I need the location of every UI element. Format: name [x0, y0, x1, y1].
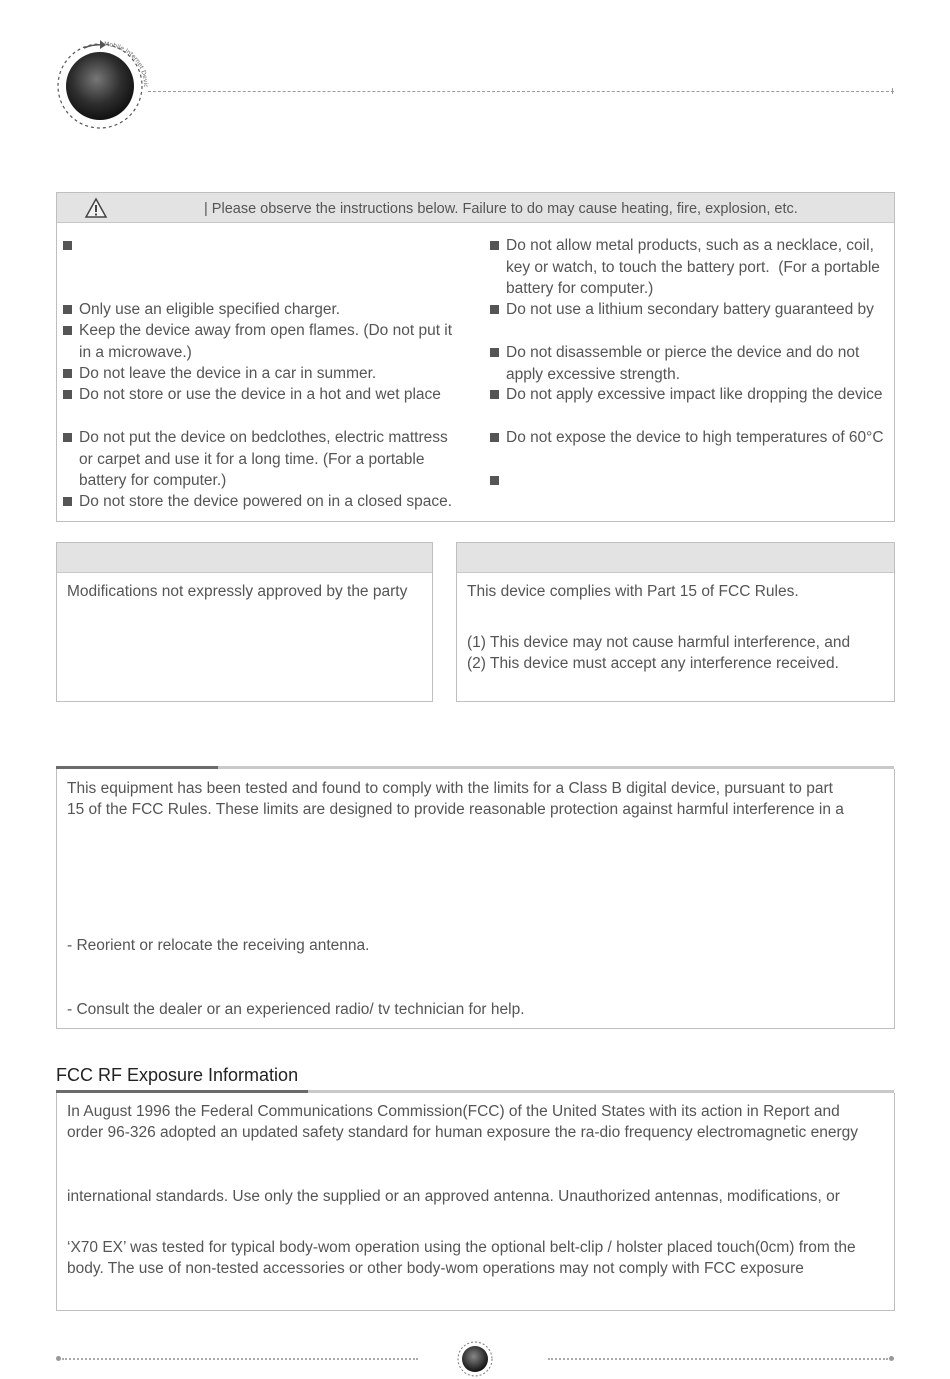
header-divider-end	[892, 88, 893, 94]
footer-divider-right	[548, 1358, 888, 1360]
bullet-square-icon	[63, 390, 72, 399]
rf-exposure-box	[56, 1093, 895, 1311]
warning-right-item-text: Do not use a lithium secondary battery guaranteed by	[506, 301, 874, 318]
warning-right-item-text: Do not apply excessive impact like dropping the device	[506, 386, 883, 403]
fcc-compliance-line2: (1) This device may not cause harmful interference, and	[467, 634, 851, 651]
rf-exposure-line3: international standards. Use only the supplied or an approved antenna. Unauthorized antennas, modifications, or	[67, 1188, 840, 1205]
rf-exposure-title: FCC RF Exposure Information	[56, 1065, 299, 1085]
warning-left-item-text: Keep the device away from open flames. (Do not put it in a microwave.)	[79, 322, 453, 361]
warning-icon	[84, 197, 108, 219]
bullet-square-icon	[490, 476, 499, 485]
bullet-square-icon	[63, 326, 72, 335]
bullet-square-icon	[63, 433, 72, 442]
warning-right-item-text: Do not expose the device to high temperatures of 60°C	[506, 429, 884, 446]
warning-note: | Please observe the instructions below. Failure to do may cause heating, fire, explosion, etc.	[204, 201, 798, 217]
fcc-compliance-line1: This device complies with Part 15 of FCC Rules.	[467, 583, 799, 600]
class-b-line2: 15 of the FCC Rules. These limits are designed to provide reasonable protection against harmful interference in a	[67, 801, 844, 818]
fcc-compliance-line3: (2) This device must accept any interference received.	[467, 655, 839, 672]
header-divider	[148, 91, 894, 92]
class-b-box	[56, 769, 895, 1029]
warning-right-item-text: Do not disassemble or pierce the device and do not apply excessive strength.	[506, 344, 860, 383]
warning-header	[57, 193, 894, 223]
class-b-line3: - Reorient or relocate the receiving antenna.	[67, 937, 370, 954]
bullet-square-icon	[490, 241, 499, 250]
modifications-box	[56, 542, 433, 702]
bullet-square-icon	[490, 305, 499, 314]
warning-right-item-text: Do not allow metal products, such as a necklace, coil, key or watch, to touch the battery port. (For a portable battery for computer.)	[506, 237, 880, 297]
logo-arc-text: Mobile Internet Devic	[103, 40, 150, 88]
footer-page-marker	[455, 1340, 495, 1378]
warning-left-item-text: Do not put the device on bedclothes, electric mattress or carpet and use it for a long time. (For a portable battery for computer.)	[79, 429, 448, 489]
class-b-line4: - Consult the dealer or an experienced radio/ tv technician for help.	[67, 1001, 525, 1018]
bullet-square-icon	[63, 305, 72, 314]
bullet-square-icon	[490, 433, 499, 442]
warning-left-item-text: Do not store or use the device in a hot and wet place	[79, 386, 441, 403]
fcc-compliance-header	[457, 543, 894, 573]
bullet-square-icon	[63, 241, 72, 250]
footer-dot-left	[56, 1356, 61, 1361]
rf-exposure-line1: In August 1996 the Federal Communications Commission(FCC) of the United States with its action in Report and	[67, 1103, 840, 1120]
bullet-square-icon	[63, 497, 72, 506]
rf-exposure-line4: ‘X70 EX’ was tested for typical body-wom operation using the optional belt-clip / holster placed touch(0cm) from the	[67, 1239, 856, 1256]
header-logo	[50, 34, 150, 134]
fcc-compliance-box	[456, 542, 895, 702]
footer-dot-right	[889, 1356, 894, 1361]
class-b-line1: This equipment has been tested and found to comply with the limits for a Class B digital device, pursuant to part	[67, 780, 833, 797]
rf-exposure-line5: body. The use of non-tested accessories or other body-wom operations may not comply with FCC exposure	[67, 1260, 804, 1277]
bullet-square-icon	[490, 390, 499, 399]
warning-left-item-text: Do not leave the device in a car in summer.	[79, 365, 377, 382]
rf-exposure-line2: order 96-326 adopted an updated safety standard for human exposure the ra-dio frequency electromagnetic energy	[67, 1124, 859, 1141]
warning-left-item-text: Only use an eligible specified charger.	[79, 301, 341, 318]
bullet-square-icon	[490, 348, 499, 357]
footer-divider-left	[62, 1358, 418, 1360]
warning-left-item-text: Do not store the device powered on in a closed space.	[79, 493, 453, 510]
modifications-header	[57, 543, 432, 573]
modifications-text: Modifications not expressly approved by the party	[67, 583, 408, 600]
bullet-square-icon	[63, 369, 72, 378]
